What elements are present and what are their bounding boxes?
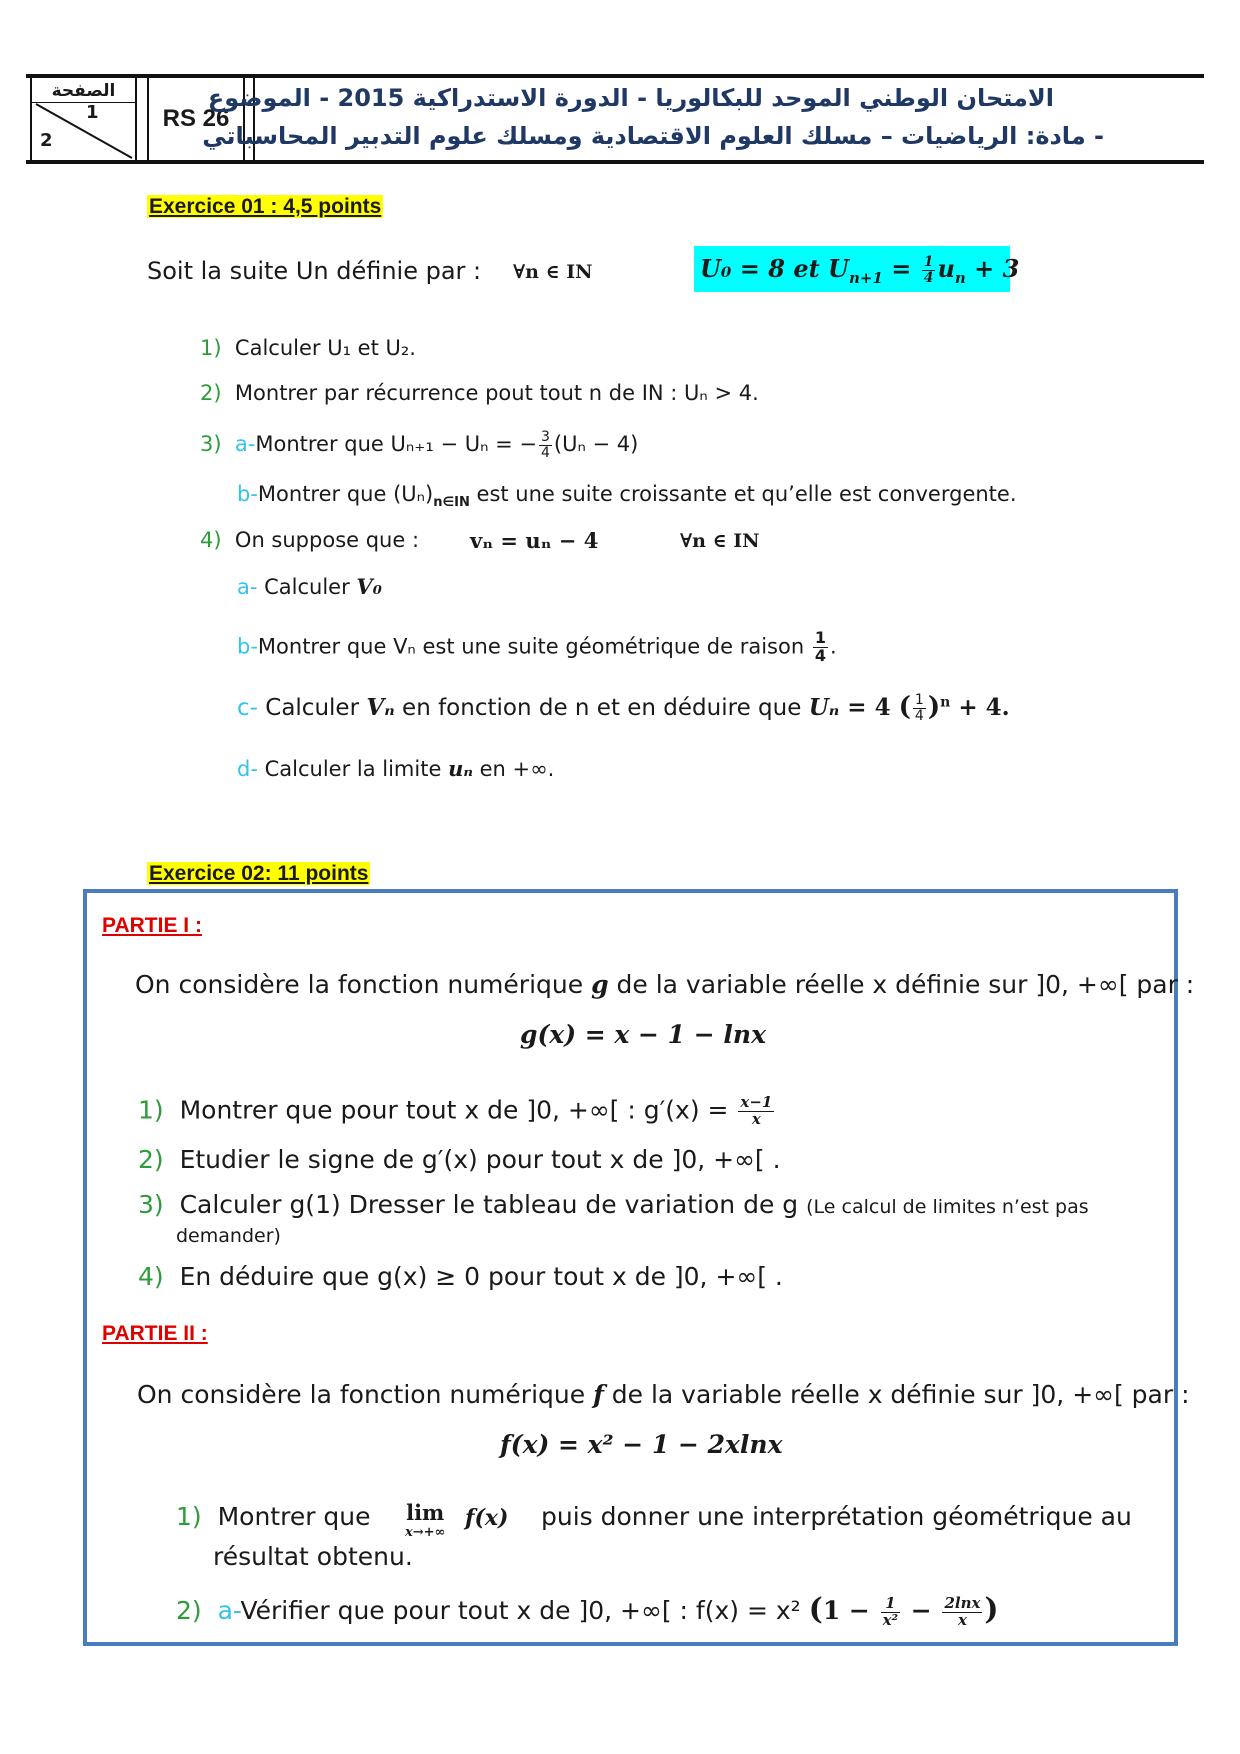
- ex1-q3a: 3) a-Montrer que Uₙ₊₁ − Uₙ = − $\frac{3}{4}$ (Uₙ − 4): [200, 429, 639, 461]
- p2-intro: On considère la fonction numérique f de la variable réelle x définie sur ]0, +∞[ par :: [137, 1380, 1190, 1409]
- p1-definition: g(x) = x − 1 − lnx: [520, 1020, 766, 1049]
- p2-q1-fx: f(x): [465, 1505, 509, 1531]
- ex1-forall: ∀n ∈ IN: [513, 261, 593, 283]
- p1-q4: 4) En déduire que g(x) ≥ 0 pour tout x de ]0, +∞[ .: [138, 1262, 783, 1291]
- ex1-q1: 1) Calculer U₁ et U₂.: [200, 336, 416, 360]
- p2-q2a: 2) a-Vérifier que pour tout x de ]0, +∞[ : f(x) = x² (1 − $\frac{1}{\text{x²}}$ − $\frac{2\ln x}{x}$ ): [176, 1592, 999, 1629]
- exam-title-line2: - مادة: الرياضيات – مسلك العلوم الاقتصادية ومسلك علوم التدبير المحاسباتي: [202, 122, 1104, 150]
- ex1-q4-forall: ∀n ∈ IN: [680, 530, 760, 552]
- p2-q1-limit: lim x→+∞: [405, 1500, 446, 1540]
- ex1-q4-def: vₙ = uₙ − 4: [470, 528, 599, 553]
- page-number-box: [30, 78, 137, 160]
- ex1-q4a: a- Calculer V₀: [237, 574, 382, 599]
- exam-title-line1: الامتحان الوطني الموحد للبكالوريا - الدورة الاستدراكية 2015 - الموضوع: [207, 84, 1054, 112]
- ex1-heading: Exercice 01 : 4,5 points: [149, 195, 382, 218]
- ex1-q4b: b-Montrer que Vₙ est une suite géométrique de raison $\frac{1}{4}$ .: [237, 628, 837, 665]
- ex1-definition: U₀ = 8 et $U_{n+1}$ = $\frac{1}{4}$ $u_n + 3$: [694, 246, 1010, 292]
- ex1-q4d: d- Calculer la limite uₙ en +∞.: [237, 756, 555, 781]
- p2-q1-cont: résultat obtenu.: [213, 1542, 413, 1571]
- partie2-heading: PARTIE II :: [102, 1322, 208, 1345]
- p1-q2: 2) Etudier le signe de g′(x) pour tout x de ]0, +∞[ .: [138, 1145, 781, 1174]
- p1-q1: 1) Montrer que pour tout x de ]0, +∞[ : g′(x) = $\frac{x-1}{x}$: [138, 1093, 773, 1128]
- ex2-heading: Exercice 02: 11 points: [149, 862, 369, 885]
- ex1-q4: 4) On suppose que :: [200, 528, 420, 552]
- page-total: 2: [40, 130, 53, 151]
- p1-q3: 3) Calculer g(1) Dresser le tableau de variation de g (Le calcul de limites n’est pas: [138, 1190, 1089, 1219]
- p2-definition: f(x) = x² − 1 − 2xlnx: [500, 1430, 783, 1459]
- page-current: 1: [86, 102, 99, 123]
- exam-code: RS 26: [147, 78, 245, 160]
- ex1-q3b: b-Montrer que $(U_n)_{n\in IN}$ est une suite croissante et qu’elle est convergente.: [237, 482, 1017, 511]
- p2-q1-post: puis donner une interprétation géométrique au: [541, 1502, 1132, 1531]
- page-label: الصفحة: [32, 80, 135, 103]
- p1-q3-cont: demander): [176, 1225, 281, 1247]
- ex1-intro: Soit la suite Un définie par :: [147, 257, 482, 285]
- ex1-q4c: c- Calculer Vₙ en fonction de n et en déduire que Uₙ = 4 ( $\frac{1}{4}$ )$^n$ + 4.: [237, 692, 1010, 724]
- partie1-heading: PARTIE I :: [102, 914, 202, 937]
- ex1-q2: 2) Montrer par récurrence pout tout n de IN : Uₙ > 4.: [200, 381, 759, 405]
- p1-intro: On considère la fonction numérique g de la variable réelle x définie sur ]0, +∞[ par :: [135, 970, 1195, 999]
- exam-header: [26, 74, 1204, 164]
- p2-q1: 1) Montrer que: [176, 1502, 371, 1531]
